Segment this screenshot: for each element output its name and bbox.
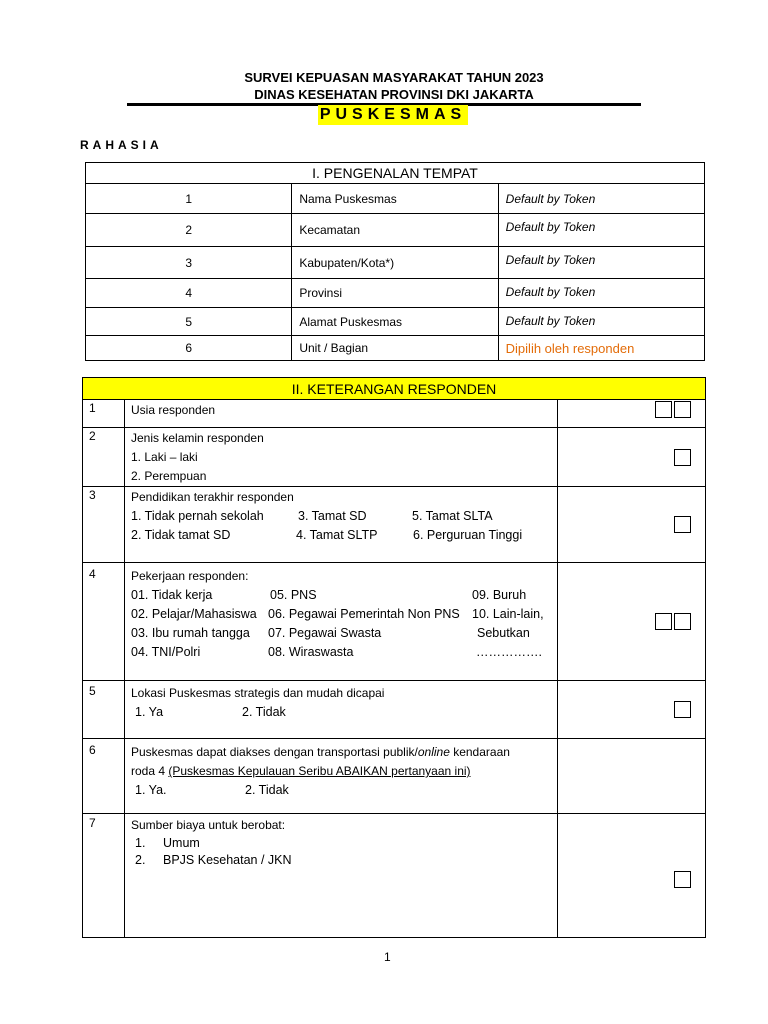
answer-box[interactable] bbox=[674, 516, 691, 533]
row-value[interactable]: Default by Token bbox=[498, 279, 704, 308]
question-text-part: kendaraan bbox=[449, 745, 510, 759]
answer-digit-box[interactable] bbox=[674, 613, 691, 630]
answer-cell bbox=[558, 428, 706, 487]
row-number: 6 bbox=[86, 336, 292, 361]
option-number: 2. bbox=[135, 853, 146, 867]
table-row bbox=[83, 739, 706, 814]
row-number: 1 bbox=[86, 184, 292, 214]
question-text-part: roda 4 bbox=[131, 764, 169, 778]
option-text: 06. Pegawai Pemerintah Non PNS bbox=[268, 607, 460, 621]
answer-cell bbox=[558, 400, 706, 428]
question-label bbox=[131, 743, 557, 762]
option-text: 1. Laki – laki bbox=[131, 450, 198, 464]
answer-cell bbox=[558, 739, 706, 814]
option-text: 5. Tamat SLTA bbox=[412, 509, 493, 523]
option-text: 08. Wiraswasta bbox=[268, 645, 354, 659]
table-row bbox=[86, 184, 705, 214]
row-number: 4 bbox=[86, 279, 292, 308]
option-text: 1. Ya bbox=[135, 705, 164, 719]
section-title: II. KETERANGAN RESPONDEN bbox=[83, 378, 706, 400]
answer-box[interactable] bbox=[674, 449, 691, 466]
option-text: 2. Perempuan bbox=[131, 469, 207, 483]
table-row bbox=[83, 563, 706, 681]
option-text: 03. Ibu rumah tangga bbox=[131, 626, 250, 640]
option-number: 1. bbox=[135, 836, 146, 850]
row-number: 3 bbox=[86, 247, 292, 279]
question-text bbox=[125, 814, 558, 938]
question-number: 6 bbox=[83, 739, 125, 814]
question-text bbox=[125, 563, 558, 681]
classification-label: RAHASIA bbox=[80, 138, 163, 152]
answer-box[interactable] bbox=[674, 701, 691, 718]
row-label: Unit / Bagian bbox=[292, 336, 498, 361]
option-text: 2. Tidak bbox=[245, 783, 289, 797]
facility-type-banner: PUSKESMAS bbox=[319, 106, 467, 123]
row-label: Kabupaten/Kota*) bbox=[292, 247, 498, 279]
question-text bbox=[125, 487, 558, 563]
row-value[interactable]: Default by Token bbox=[498, 308, 704, 336]
age-digit-box[interactable] bbox=[674, 401, 691, 418]
question-number: 7 bbox=[83, 814, 125, 938]
option-text: 10. Lain-lain, bbox=[472, 607, 544, 621]
row-number: 5 bbox=[86, 308, 292, 336]
option-text: 09. Buruh bbox=[472, 588, 527, 602]
question-label: Pendidikan terakhir responden bbox=[131, 490, 294, 504]
question-label: Lokasi Puskesmas strategis dan mudah dicapai bbox=[131, 686, 385, 700]
skip-instruction: (Puskesmas Kepulauan Seribu ABAIKAN pertanyaan ini) bbox=[168, 764, 471, 778]
question-number: 2 bbox=[83, 428, 125, 487]
table-row bbox=[83, 428, 706, 487]
option-text: 2. Tidak bbox=[242, 705, 286, 719]
table-row bbox=[86, 214, 705, 247]
question-number: 5 bbox=[83, 681, 125, 739]
row-value[interactable]: Default by Token bbox=[498, 214, 704, 247]
question-text bbox=[125, 739, 558, 814]
row-label: Alamat Puskesmas bbox=[292, 308, 498, 336]
answer-cell bbox=[558, 814, 706, 938]
row-label: Nama Puskesmas bbox=[292, 184, 498, 214]
row-value[interactable]: Default by Token bbox=[498, 184, 704, 214]
option-text: 2. Tidak tamat SD bbox=[131, 528, 231, 542]
table-row bbox=[86, 247, 705, 279]
question-label: Sumber biaya untuk berobat: bbox=[131, 818, 286, 832]
answer-cell bbox=[558, 681, 706, 739]
question-text-part: Puskesmas dapat diakses dengan transportasi publik/ bbox=[131, 745, 418, 759]
table-row bbox=[83, 681, 706, 739]
question-label: Pekerjaan responden: bbox=[131, 569, 249, 583]
question-label: Usia responden bbox=[131, 403, 216, 417]
question-text bbox=[125, 681, 558, 739]
other-fill-in[interactable]: ……………. bbox=[476, 645, 542, 659]
option-text: Umum bbox=[163, 836, 200, 850]
option-text: 1. Tidak pernah sekolah bbox=[131, 509, 264, 523]
option-text: 04. TNI/Polri bbox=[131, 645, 201, 659]
question-text-italic: online bbox=[417, 745, 450, 759]
page-number: 1 bbox=[384, 950, 391, 964]
option-text: BPJS Kesehatan / JKN bbox=[163, 853, 292, 867]
row-number: 2 bbox=[86, 214, 292, 247]
answer-box[interactable] bbox=[674, 871, 691, 888]
option-text: 3. Tamat SD bbox=[298, 509, 367, 523]
table-row bbox=[86, 336, 705, 361]
row-label: Kecamatan bbox=[292, 214, 498, 247]
question-number: 3 bbox=[83, 487, 125, 563]
question-label: Jenis kelamin responden bbox=[131, 431, 264, 445]
option-text: 4. Tamat SLTP bbox=[296, 528, 378, 542]
option-text: 6. Perguruan Tinggi bbox=[413, 528, 523, 542]
question-label-line2 bbox=[131, 762, 557, 781]
age-digit-box[interactable] bbox=[655, 401, 672, 418]
table-row bbox=[83, 487, 706, 563]
option-text: 1. Ya. bbox=[135, 783, 167, 797]
survey-title: SURVEI KEPUASAN MASYARAKAT TAHUN 2023 bbox=[244, 70, 544, 85]
section-title: I. PENGENALAN TEMPAT bbox=[86, 163, 705, 184]
option-text: Sebutkan bbox=[477, 626, 530, 640]
question-text bbox=[125, 428, 558, 487]
option-text: 01. Tidak kerja bbox=[131, 588, 213, 602]
table-row bbox=[83, 814, 706, 938]
table-row bbox=[86, 279, 705, 308]
agency-title: DINAS KESEHATAN PROVINSI DKI JAKARTA bbox=[254, 87, 534, 102]
answer-cell bbox=[558, 487, 706, 563]
question-number: 1 bbox=[83, 400, 125, 428]
option-text: 05. PNS bbox=[270, 588, 317, 602]
table-row bbox=[86, 308, 705, 336]
answer-digit-box[interactable] bbox=[655, 613, 672, 630]
answer-cell bbox=[558, 563, 706, 681]
row-value-dropdown[interactable]: Dipilih oleh responden bbox=[498, 336, 704, 361]
row-label: Provinsi bbox=[292, 279, 498, 308]
question-number: 4 bbox=[83, 563, 125, 681]
option-text: 02. Pelajar/Mahasiswa bbox=[131, 607, 257, 621]
option-text: 07. Pegawai Swasta bbox=[268, 626, 382, 640]
row-value[interactable]: Default by Token bbox=[498, 247, 704, 279]
question-text bbox=[125, 400, 558, 428]
section-identification-table bbox=[85, 162, 705, 361]
table-row bbox=[83, 400, 706, 428]
section-respondent-table bbox=[82, 377, 706, 938]
